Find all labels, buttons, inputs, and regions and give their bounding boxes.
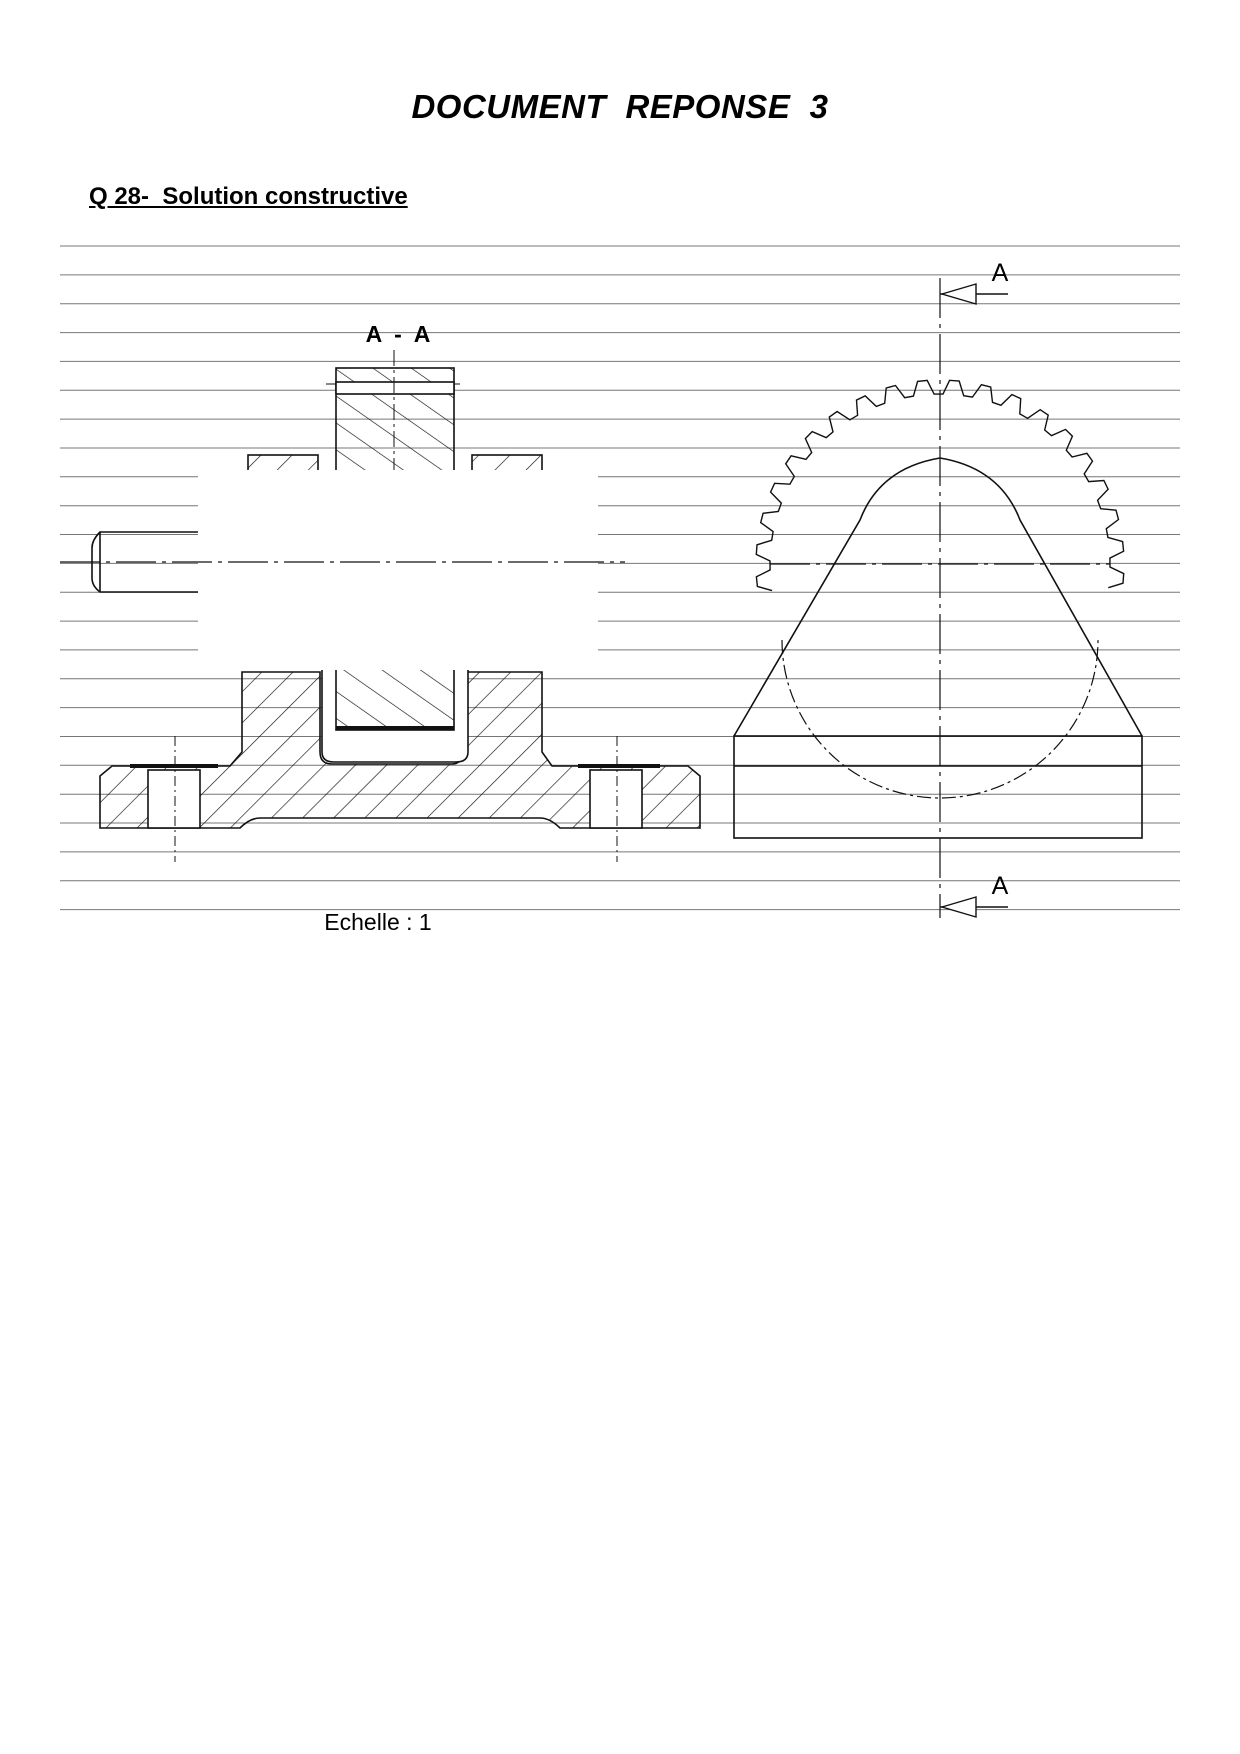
bolt-hole-left [148, 770, 200, 828]
section-mark-bottom: A [991, 872, 1009, 900]
gear-hub-lower [336, 668, 454, 730]
section-title: A - A [365, 321, 431, 347]
question-heading: Q 28- Solution constructive [89, 183, 408, 210]
document-title: DOCUMENT REPONSE 3 [411, 88, 829, 125]
section-mark-top: A [991, 259, 1009, 287]
bolt-hole-right [590, 770, 642, 828]
section-arrow-top [940, 284, 1008, 304]
answer-zone [198, 470, 598, 670]
section-arrow-bottom [940, 897, 1008, 917]
scale-label: Echelle : 1 [324, 909, 432, 935]
